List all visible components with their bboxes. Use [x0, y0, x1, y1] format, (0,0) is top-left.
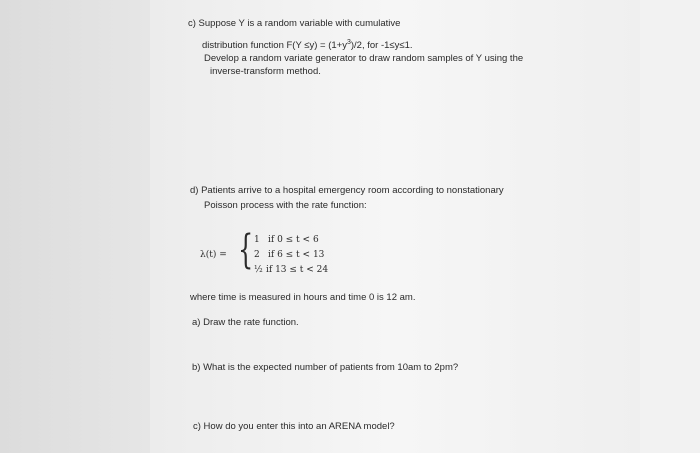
question-c: c) How do you enter this into an ARENA model? — [193, 421, 395, 432]
cdf-text-start: distribution function F(Y ≤y) = (1+y — [202, 40, 347, 51]
background-right — [640, 0, 700, 453]
case-2-condition: if 6 ≤ t < 13 — [268, 250, 325, 260]
time-note: where time is measured in hours and time 0 is 12 am. — [190, 292, 416, 303]
part-c-line-1: c) Suppose Y is a random variable with cumulative — [188, 18, 401, 29]
cdf-exponent: 3 — [346, 38, 351, 46]
case-3-value: ½ — [254, 265, 263, 275]
case-2-value: 2 — [254, 250, 260, 260]
case-3-condition: if 13 ≤ t < 24 — [266, 265, 329, 275]
case-1-condition: if 0 ≤ t < 6 — [268, 235, 319, 245]
part-d-line-2: Poisson process with the rate function: — [204, 200, 367, 211]
question-a: a) Draw the rate function. — [192, 317, 299, 328]
piecewise-brace: { — [238, 227, 254, 273]
part-c-line-3: Develop a random variate generator to draw random samples of Y using the — [204, 53, 524, 64]
background-left — [0, 0, 150, 453]
case-1-value: 1 — [254, 235, 260, 245]
lambda-label: λ(t) = — [200, 250, 227, 260]
cdf-text-end: )/2, for -1≤y≤1. — [350, 40, 413, 51]
part-c-line-2 — [202, 40, 413, 52]
part-c-line-4: inverse-transform method. — [210, 66, 321, 77]
part-d-line-1: d) Patients arrive to a hospital emergency room according to nonstationary — [190, 185, 504, 196]
question-b: b) What is the expected number of patients from 10am to 2pm? — [192, 362, 459, 373]
